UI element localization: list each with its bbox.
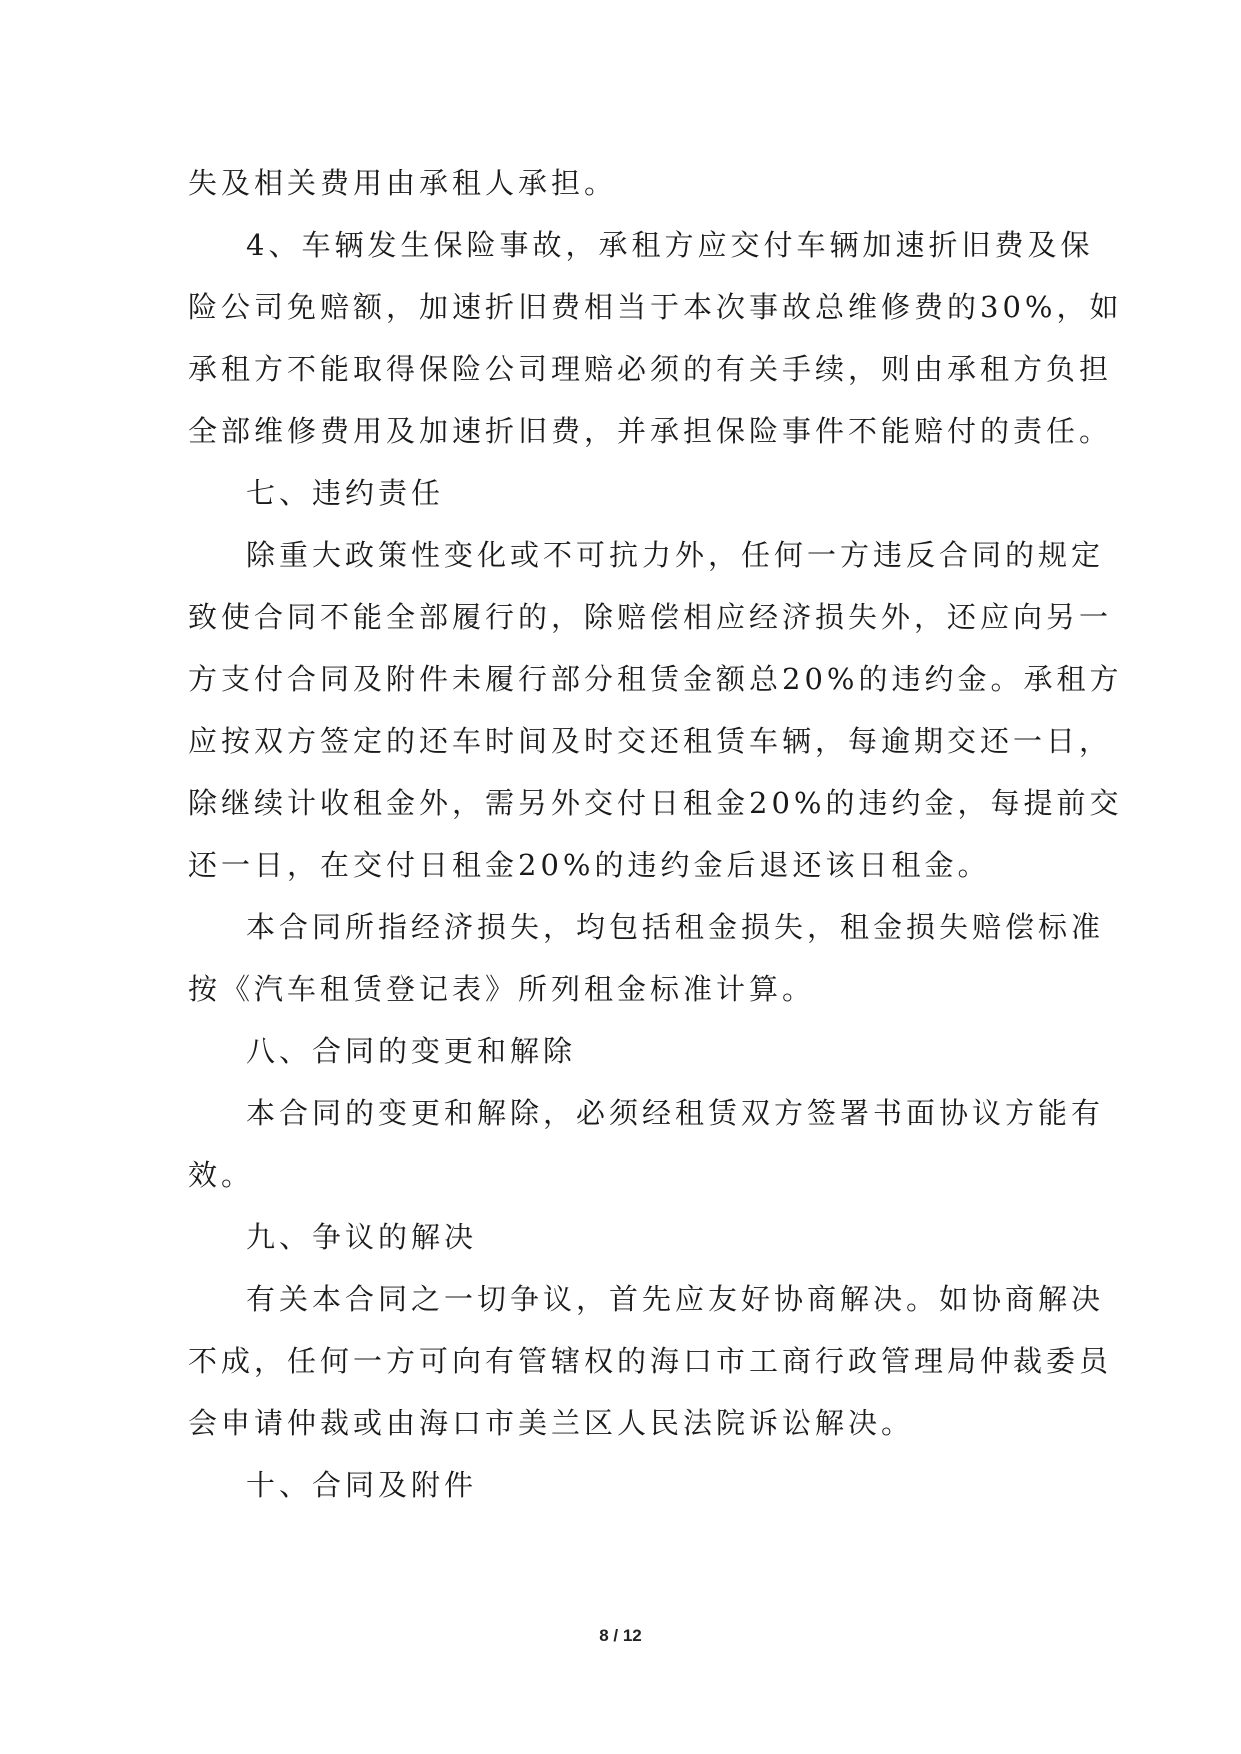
text-line: 八、合同的变更和解除: [246, 1034, 577, 1068]
text-line: 全部维修费用及加速折旧费，并承担保险事件不能赔付的责任。: [188, 414, 1113, 448]
text-line: 九、争议的解决: [246, 1220, 478, 1254]
text-line: 4、车辆发生保险事故，承租方应交付车辆加速折旧费及保: [246, 228, 1094, 262]
text-line: 承租方不能取得保险公司理赔必须的有关手续，则由承租方负担: [188, 352, 1113, 386]
text-line: 除继续计收租金外，需另外交付日租金20%的违约金，每提前交: [188, 786, 1123, 820]
text-line: 效。: [188, 1158, 255, 1192]
text-line: 除重大政策性变化或不可抗力外，任何一方违反合同的规定: [246, 538, 1105, 572]
text-line: 还一日，在交付日租金20%的违约金后退还该日租金。: [188, 848, 991, 882]
text-line: 不成，任何一方可向有管辖权的海口市工商行政管理局仲裁委员: [188, 1344, 1113, 1378]
text-line: 有关本合同之一切争议，首先应友好协商解决。如协商解决: [246, 1282, 1105, 1316]
page-number: 8 / 12: [599, 1626, 642, 1645]
text-line: 本合同所指经济损失，均包括租金损失，租金损失赔偿标准: [246, 910, 1105, 944]
text-line: 十、合同及附件: [246, 1468, 478, 1502]
text-line: 险公司免赔额，加速折旧费相当于本次事故总维修费的30%，如: [188, 290, 1123, 324]
text-line: 本合同的变更和解除，必须经租赁双方签署书面协议方能有: [246, 1096, 1105, 1130]
text-line: 七、违约责任: [246, 476, 445, 510]
document-body: [188, 152, 1123, 1516]
text-line: 方支付合同及附件未履行部分租赁金额总20%的违约金。承租方: [188, 662, 1123, 696]
text-line: 致使合同不能全部履行的，除赔偿相应经济损失外，还应向另一: [188, 600, 1113, 634]
text-line: 应按双方签定的还车时间及时交还租赁车辆，每逾期交还一日，: [188, 724, 1113, 758]
text-line: 失及相关费用由承租人承担。: [188, 166, 618, 200]
text-line: 按《汽车租赁登记表》所列租金标准计算。: [188, 972, 816, 1006]
text-line: 会申请仲裁或由海口市美兰区人民法院诉讼解决。: [188, 1406, 915, 1440]
